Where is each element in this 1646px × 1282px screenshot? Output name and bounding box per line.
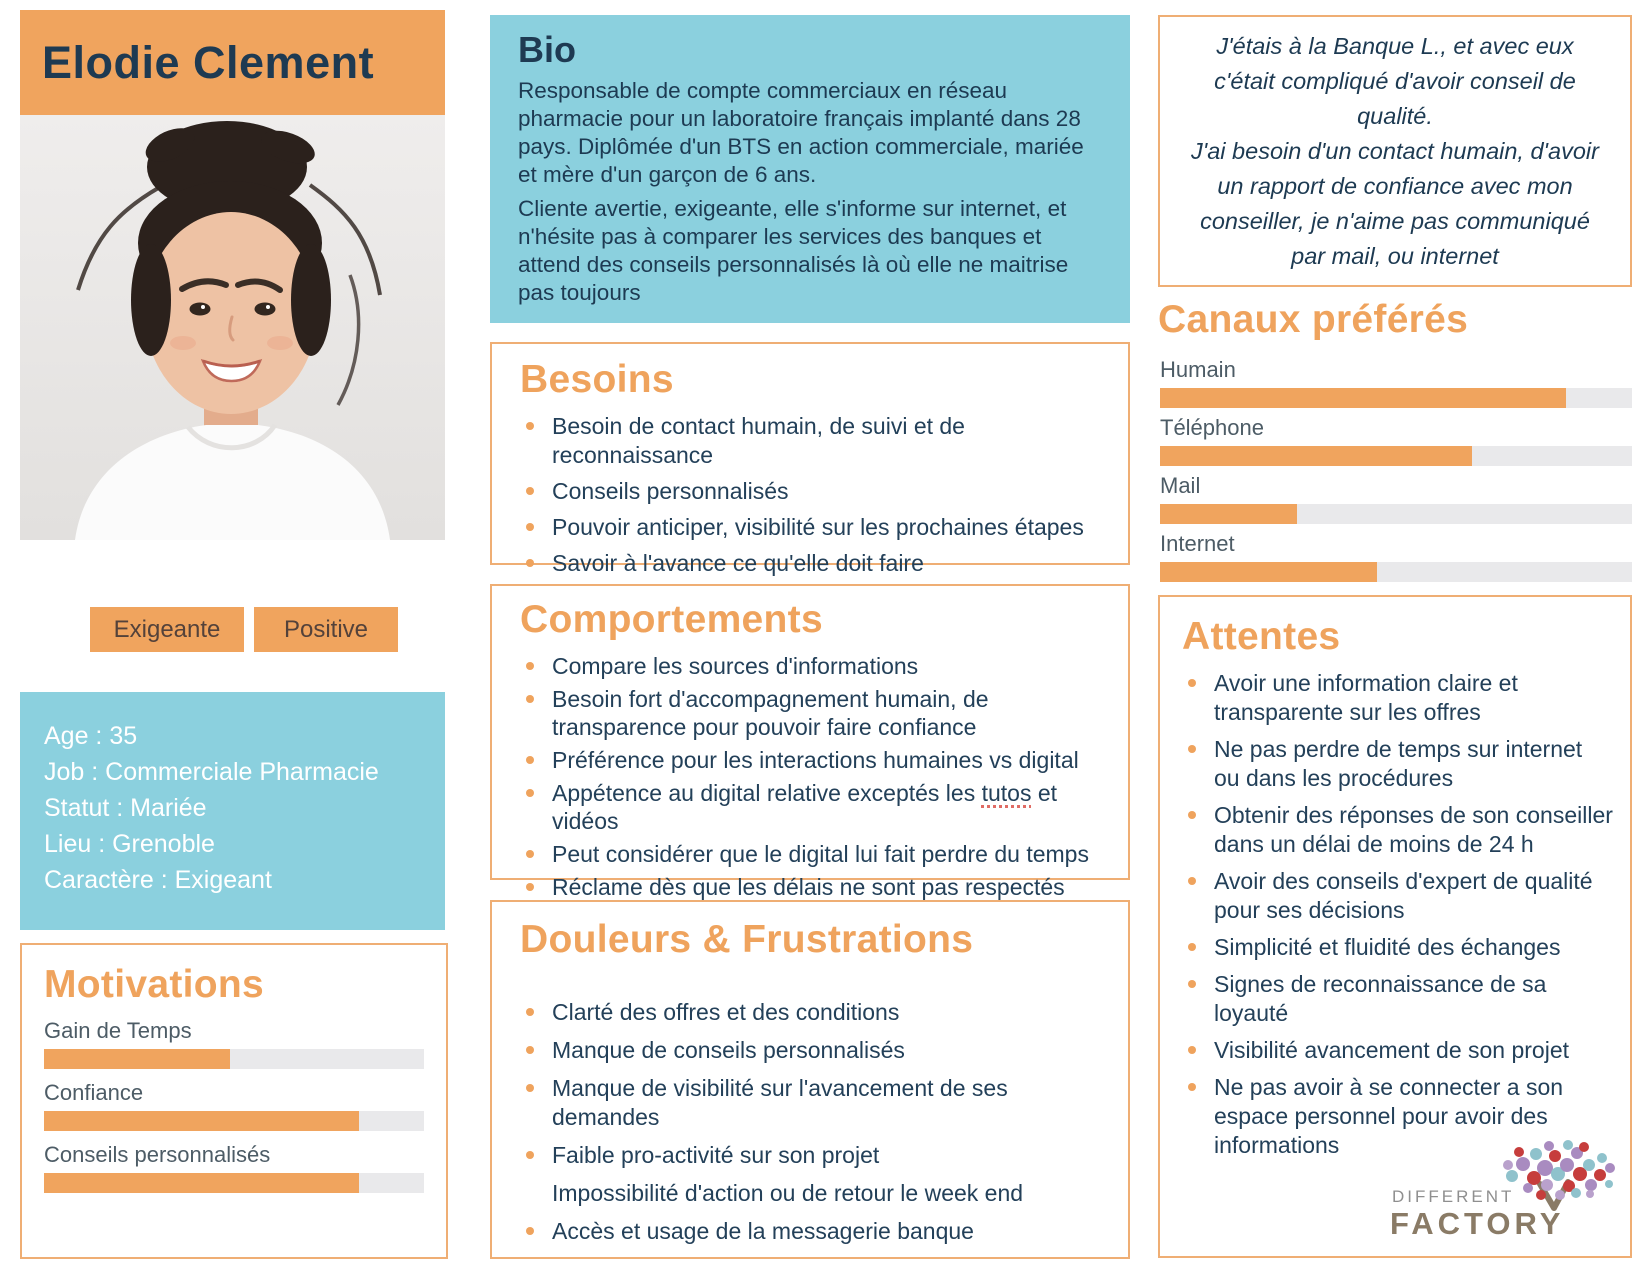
demographics-panel [20,692,445,930]
list-item: Savoir à l'avance ce qu'elle doit faire [520,549,1108,578]
bar-track [44,1049,424,1069]
motivations-bars [44,1017,424,1193]
list-item: Besoin fort d'accompagnement humain, de transparence pour pouvoir faire confiance [520,685,1108,741]
list-item: Manque de conseils personnalisés [520,1036,1108,1065]
bullet-icon [1188,811,1196,819]
bullet-icon [526,695,534,703]
list-item: Accès et usage de la messagerie banque [520,1217,1108,1246]
persona-name: Elodie Clement [42,36,375,88]
bar-fill [1160,446,1472,466]
list-item: Préférence pour les interactions humaines vs digital [520,746,1108,774]
bullet-icon [526,1151,534,1159]
bio-section [490,15,1130,323]
bar-row [1160,356,1632,408]
bar-label: Confiance [44,1080,144,1105]
douleurs-list [520,998,1108,1246]
bullet-icon [1188,980,1196,988]
demographic-line: Caractère : Exigeant [44,866,272,894]
bullet-icon [526,883,534,891]
bar-row [44,1079,424,1131]
douleurs-title: Douleurs & Frustrations [520,918,974,961]
bar-label: Conseils personnalisés [44,1142,271,1167]
logo-line2: FACTORY [1390,1206,1565,1241]
comportements-section [490,584,1130,900]
bullet-icon [526,559,534,567]
list-item: Manque de visibilité sur l'avancement de ses demandes [520,1074,1108,1132]
name-header [20,10,445,115]
logo-tree-icon [1503,1140,1615,1208]
quote-paragraph: J'étais à la Banque L., et avec eux c'était compliqué d'avoir conseil de qualité. [1214,32,1576,129]
list-item: Conseils personnalisés [520,477,1108,506]
spellcheck-word: tutos [981,780,1032,806]
demographic-line: Age : 35 [44,722,138,750]
bullet-icon [526,422,534,430]
tag-label: Exigeante [113,615,221,643]
tag-label: Positive [283,615,369,643]
bar-fill [44,1111,359,1131]
canaux-section [1158,298,1632,588]
canaux-bars [1158,356,1632,582]
bar-track [1160,388,1632,408]
demographic-line: Lieu : Grenoble [44,830,215,858]
list-item: Réclame dès que les délais ne sont pas respectés [520,873,1108,901]
bar-fill [1160,388,1566,408]
tag-exigeante [90,607,244,652]
bar-label: Mail [1160,473,1201,498]
demographic-line: Statut : Mariée [44,794,207,822]
list-item: Peut considérer que le digital lui fait perdre du temps [520,840,1108,868]
bar-row [1160,530,1632,582]
bar-fill [44,1049,230,1069]
bar-track [1160,504,1632,524]
list-item: Simplicité et fluidité des échanges [1182,933,1614,962]
list-item: Clarté des offres et des conditions [520,998,1108,1027]
bullet-icon [526,1227,534,1235]
comportements-list [520,652,1108,901]
motivations-title: Motivations [44,963,264,1006]
bio-title: Bio [518,29,576,70]
bar-fill [1160,504,1297,524]
list-item: Obtenir des réponses de son conseiller dans un délai de moins de 24 h [1182,801,1614,859]
besoins-list [520,412,1108,578]
attentes-section [1158,595,1632,1258]
bullet-icon [526,523,534,531]
bullet-icon [1188,1046,1196,1054]
list-item: Ne pas perdre de temps sur internet ou dans les procédures [1182,735,1614,793]
portrait-illustration [20,115,445,540]
bullet-icon [1188,943,1196,951]
bullet-icon [1188,1083,1196,1091]
list-item: Faible pro-activité sur son projet [520,1141,1108,1170]
bullet-icon [526,756,534,764]
list-item: Ne pas avoir à se connecter a son espace personnel pour avoir des informations [1182,1073,1614,1160]
bar-track [1160,562,1632,582]
attentes-list [1182,669,1614,1160]
bar-label: Téléphone [1160,415,1264,440]
bar-row [1160,414,1632,466]
bar-fill [1160,562,1377,582]
bar-label: Gain de Temps [44,1018,192,1043]
motivations-section [20,943,448,1259]
bullet-icon [1188,679,1196,687]
list-item: Avoir des conseils d'expert de qualité pour ses décisions [1182,867,1614,925]
bullet-icon [1188,745,1196,753]
bar-row [44,1141,424,1193]
bullet-icon [526,662,534,670]
douleurs-section [490,900,1130,1259]
bar-row [1160,472,1632,524]
besoins-title: Besoins [520,358,674,401]
tag-positive [254,607,398,652]
different-factory-logo [1384,1138,1616,1246]
besoins-section [490,342,1130,576]
bar-label: Internet [1160,531,1235,556]
bullet-icon [526,789,534,797]
list-item: Appétence au digital relative exceptés les tutos et vidéos [520,779,1108,835]
list-item: Besoin de contact humain, de suivi et de reconnaissance [520,412,1108,470]
demographic-line: Job : Commerciale Pharmacie [44,758,379,786]
bio-paragraph: Cliente avertie, exigeante, elle s'informe sur internet, et n'hésite pas à comparer les services des banques et attend des conseils personnalisés là où elle ne maitrise pas toujours [518,196,1069,305]
canaux-title: Canaux préférés [1158,298,1469,341]
list-item: Signes de reconnaissance de sa loyauté [1182,970,1614,1028]
list-item: Avoir une information claire et transparente sur les offres [1182,669,1614,727]
bar-track [44,1173,424,1193]
list-item: Impossibilité d'action ou de retour le week end [552,1180,1024,1206]
bullet-icon [526,1046,534,1054]
list-item: Pouvoir anticiper, visibilité sur les prochaines étapes [520,513,1108,542]
attentes-title: Attentes [1182,615,1341,658]
bullet-icon [526,487,534,495]
quote-panel [1158,15,1632,287]
bar-fill [44,1173,359,1193]
bar-track [1160,446,1632,466]
bio-text [518,77,1104,307]
quote-paragraph: J'ai besoin d'un contact humain, d'avoir un rapport de confiance avec mon conseiller, je n'aime pas communiqué par mail, ou internet [1191,137,1599,269]
bar-track [44,1111,424,1131]
persona-photo [20,115,445,540]
bullet-icon [526,1008,534,1016]
comportements-title: Comportements [520,598,823,641]
bullet-icon [526,850,534,858]
bullet-icon [1188,877,1196,885]
bullet-icon [526,1084,534,1092]
list-item: Visibilité avancement de son projet [1182,1036,1614,1065]
bar-row [44,1017,424,1069]
list-item: Compare les sources d'informations [520,652,1108,680]
bar-label: Humain [1160,357,1236,382]
logo-line1: DIFFERENT [1392,1187,1515,1206]
bio-paragraph: Responsable de compte commerciaux en réseau pharmacie pour un laboratoire français implanté dans 28 pays. Diplômée d'un BTS en action commerciale, mariée et mère d'un garçon de 6 ans. [518,78,1084,187]
